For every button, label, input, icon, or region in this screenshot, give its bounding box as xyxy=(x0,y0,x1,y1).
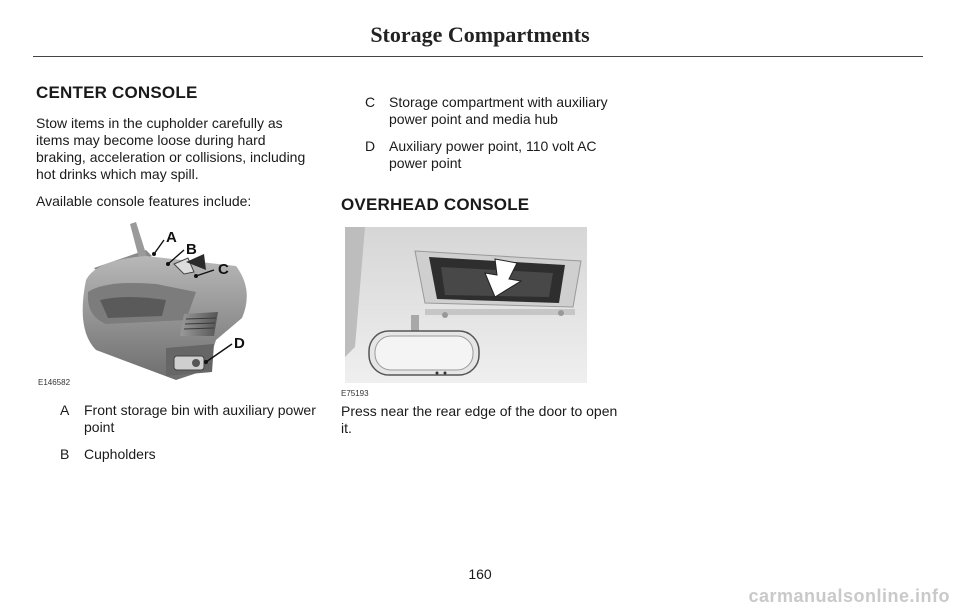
left-items-list xyxy=(36,402,318,463)
item-text: Storage compartment with auxiliary power point and media hub xyxy=(389,94,608,127)
center-console-heading: CENTER CONSOLE xyxy=(36,83,198,102)
list-item xyxy=(341,94,623,128)
item-letter: C xyxy=(365,94,376,110)
item-letter: B xyxy=(60,446,70,462)
item-text: Front storage bin with auxiliary power point xyxy=(84,402,316,435)
item-text: Auxiliary power point, 110 volt AC power point xyxy=(389,138,597,171)
header-divider xyxy=(33,56,923,57)
item-letter: D xyxy=(365,138,376,154)
callout-a: A xyxy=(166,229,177,246)
center-console-figure xyxy=(36,220,318,387)
page-header-title: Storage Compartments xyxy=(370,22,590,47)
page-number: 160 xyxy=(468,566,492,582)
callout-d: D xyxy=(234,335,245,352)
left-column xyxy=(36,84,318,473)
callout-c: C xyxy=(218,261,229,278)
figure-code: E75193 xyxy=(341,389,369,398)
item-letter: A xyxy=(60,402,70,418)
overhead-instruction: Press near the rear edge of the door to open it. xyxy=(341,403,618,436)
callout-b: B xyxy=(186,241,197,258)
item-text: Cupholders xyxy=(84,446,156,462)
middle-column xyxy=(341,94,623,447)
list-item xyxy=(36,402,318,436)
overhead-console-figure xyxy=(341,227,623,398)
list-item xyxy=(341,138,623,172)
watermark: carmanualsonline.info xyxy=(748,586,950,606)
figure-code: E146582 xyxy=(38,378,71,387)
list-item xyxy=(36,446,318,463)
center-console-illustration xyxy=(36,220,318,382)
overhead-console-heading: OVERHEAD CONSOLE xyxy=(341,195,530,214)
features-intro: Available console features include: xyxy=(36,193,252,209)
safety-paragraph: Stow items in the cupholder carefully as items may become loose during hard braking, acceleration or collisions, including hot drinks which may spill. xyxy=(36,115,306,182)
overhead-console-illustration xyxy=(345,227,587,383)
